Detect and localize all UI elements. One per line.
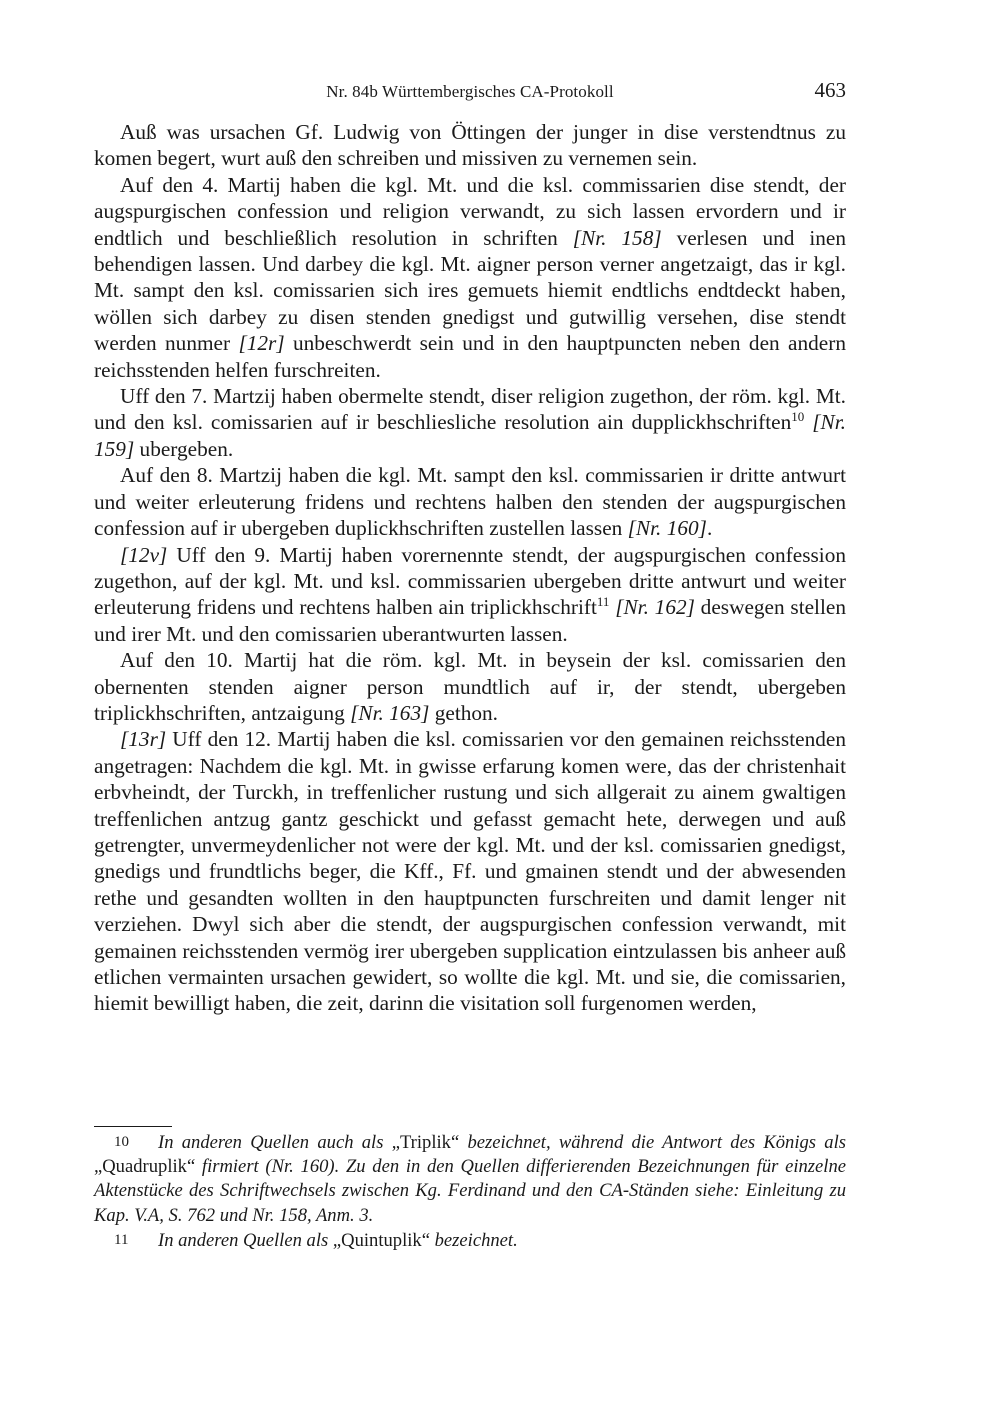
quoted-term: „Quintuplik“ <box>332 1229 430 1251</box>
text-run: deswegen stellen und irer Mt. und den comissarien uberantwurten lassen. <box>94 595 846 646</box>
page-number: 463 <box>814 78 846 102</box>
editorial-reference: [13r] <box>120 727 167 752</box>
footnote-reference: 10 <box>791 409 805 425</box>
footnote-text <box>94 1132 846 1226</box>
footnote-italic-text: In anderen Quellen als <box>158 1229 333 1251</box>
text-run: verlesen und inen behendigen lassen. Und darbey die kgl. Mt. aigner person verner angetzaigt, das ir kgl. Mt. sampt den ksl. comissarien sich ires gemuets hiemit endtlichs endtdeckt haben, wöllen sich darbey zu disen stenden gnedigst und gutwillig versehen, dise stendt werden nunmer <box>94 225 846 356</box>
paragraph <box>94 726 846 1016</box>
text-run: gethon. <box>429 700 499 725</box>
footnote <box>94 1130 846 1228</box>
footnote-text <box>158 1230 518 1251</box>
paragraph <box>94 542 846 648</box>
footnote-italic-text: firmiert (Nr. 160). Zu den in den Quellen differierenden Bezeichnungen für einzelne Aktenstücke des Schriftwechsels zwischen Kg. Ferdinand und den CA-Ständen siehe: Einleitung zu Kap. V.A, S. 762 und Nr. 158, Anm. 3. <box>94 1156 846 1226</box>
quoted-term: „Quadruplik“ <box>94 1156 196 1178</box>
text-run: Uff den 7. Martzij haben obermelte stendt, diser religion zugethon, der röm. kgl. Mt. und den ksl. comissarien auf ir beschliesliche resolution ain dupplickhschriften <box>94 384 846 435</box>
text-run: Auf den 8. Martzij haben die kgl. Mt. sampt den ksl. commissarien ir dritte antwurt und weiter erleuterung fridens und rechtens halben den stenden der augspurgischen confession auf ir ubergeben duplickhschriften zustellen lassen <box>94 463 846 541</box>
footnotes <box>94 1126 846 1253</box>
footnote-number: 10 <box>114 1134 129 1150</box>
footnote-italic-text: bezeichnet. <box>429 1229 518 1251</box>
page <box>94 76 846 1017</box>
main-text <box>94 119 846 1017</box>
editorial-reference: [Nr. 159] <box>94 410 846 461</box>
text-run: unbeschwerdt sein und in den hauptpuncten neben den andern reichsstenden helfen furschreiten. <box>94 331 846 382</box>
paragraph <box>94 172 846 383</box>
text-run: Auf den 10. Martij hat die röm. kgl. Mt. in beysein der ksl. comissarien den obernenten stenden aigner person mundtlich auf ir, der stendt, ubergeben triplickhschriften, antzaigung <box>94 648 846 725</box>
text-run: Auß was ursachen Gf. Ludwig von Öttingen der junger in dise verstendtnus zu komen begert, wurt auß den schreiben und missiven zu vernemen sein. <box>94 120 846 171</box>
running-head <box>94 76 846 110</box>
editorial-reference: [Nr. 163] <box>350 700 430 725</box>
footnote-separator <box>94 1126 172 1127</box>
paragraph <box>94 647 846 726</box>
editorial-reference: [12r] <box>238 331 285 356</box>
editorial-reference: [12v] <box>120 542 168 567</box>
running-title: Nr. 84b Württembergisches CA-Protokoll <box>326 82 614 101</box>
paragraph <box>94 383 846 462</box>
editorial-reference: [Nr. 162] <box>615 595 695 620</box>
editorial-reference: [Nr. 158] <box>572 225 662 250</box>
text-run: . <box>706 516 713 541</box>
footnote-number: 11 <box>114 1231 129 1248</box>
paragraph <box>94 119 846 172</box>
text-run: ubergeben. <box>134 436 234 461</box>
editorial-reference: [Nr. 160] <box>627 516 707 541</box>
text-run: Uff den 12. Martij haben die ksl. comissarien vor den gemainen reichsstenden angetragen: Nachdem die kgl. Mt. in gwisse erfarung komen were, das der christenhait erbvheindt, der Turckh, in treffenlicher rustung und sich allgerait zu ainem gwaltigen treffenlichen antzug gantz geschickt und gefasst gemacht hete, derwegen und auß getrengter, unvermeydenlicher not were der kgl. Mt. und der ksl. comissarien gnedigst, gnedigs und frundtlichs beger, die Kff., Ff. und gmainen stendt und der abwesenden rethe und gesandten wollten in den hauptpuncten furschreiten und damit lenger nit verziehen. Dwyl sich aber die stendt, der augspurgischen confession verwandt, mit gemainen reichsstenden vermög irer ubergeben supplication eintzulassen bis anheer auß etlichen vermainten ursachen gewidert, so wollte die kgl. Mt. und sie, die comissarien, hiemit bewilligt haben, die zeit, darinn die visitation soll furgenomen werden, <box>94 727 846 1016</box>
footnote-italic-text: In anderen Quellen auch als <box>158 1132 392 1153</box>
quoted-term: „Triplik“ <box>391 1132 460 1153</box>
footnote-reference: 11 <box>596 594 610 610</box>
footnote <box>94 1228 846 1253</box>
paragraph <box>94 462 846 541</box>
text-run: Uff den 9. Martij haben vorernennte stendt, der augspurgischen confession zugethon, auf der kgl. Mt. und ksl. commissarien ubergeben dritte antwurt und weiter erleuterung fridens und rechtens halben ain triplickhschrift <box>94 542 846 620</box>
text-run: Auf den 4. Martij haben die kgl. Mt. und die ksl. commissarien dise stendt, der augspurgischen confession und religion verwandt, zu sich lassen ervordern und ir endtlich und beschließlich resolution in schriften <box>94 172 846 250</box>
footnote-italic-text: bezeichnet, während die Antwort des Königs als <box>459 1132 846 1153</box>
